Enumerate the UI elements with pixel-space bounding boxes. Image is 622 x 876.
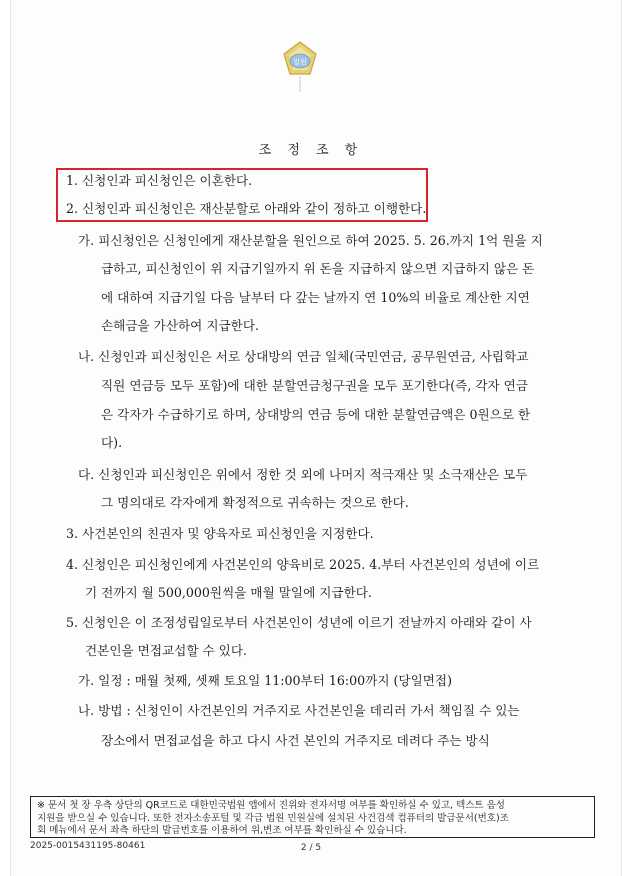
emblem-label: 법원 [293, 58, 307, 66]
clause-2-na-line: 은 각자가 수급하기로 하며, 상대방의 연금 등에 대한 분할연금액은 0원으로 한 [101, 407, 531, 422]
clause-2-na-line: 직원 연금등 모두 포함)에 대한 분할연금청구권을 모두 포기한다(즉, 각자 연금 [101, 378, 528, 393]
page-number: 2 / 5 [300, 843, 322, 853]
clause-4-line: 기 전까지 월 500,000원씩을 매월 말일에 지급한다. [85, 585, 372, 600]
verification-notice [30, 796, 595, 838]
clause-5-ga: 가. 일정 : 매월 첫째, 셋째 토요일 11:00부터 16:00까지 (당일면접) [78, 673, 453, 688]
clause-3: 3. 사건본인의 친권자 및 양육자로 피신청인을 지정한다. [66, 526, 374, 541]
issue-number: 2025-0015431195-80461 [30, 841, 146, 851]
clause-2-na-line: 다). [101, 435, 123, 450]
clause-5-na-line: 장소에서 면접교섭을 하고 다시 사건 본인의 거주지로 데려다 주는 방식 [101, 733, 490, 748]
clause-2-da-line: 다. 신청인과 피신청인은 위에서 정한 것 외에 나머지 적극재산 및 소극재산은 모두 [78, 467, 528, 482]
clause-5-line: 건본인을 면접교섭할 수 있다. [85, 643, 247, 658]
notice-line: 지원을 받으실 수 있습니다. 또한 전자소송포털 및 각급 법원 민원실에 설치된 사건검색 컴퓨터의 발급문서(번호)조 [37, 812, 509, 824]
clause-2-ga-line: 가. 피신청인은 신청인에게 재산분할을 원인으로 하여 2025. 5. 26.까지 1억 원을 지 [78, 233, 543, 248]
clause-2: 2. 신청인과 피신청인은 재산분할로 아래와 같이 정하고 이행한다. [66, 201, 427, 216]
notice-line: 회 메뉴에서 문서 좌측 하단의 발급번호를 이용하여 위,변조 여부를 확인하실 수 있습니다. [37, 825, 407, 836]
clause-1: 1. 신청인과 피신청인은 이혼한다. [66, 173, 253, 188]
court-emblem-icon [280, 40, 320, 96]
clause-5-na-line: 나. 방법 : 신청인이 사건본인의 거주지로 사건본인을 데리러 가서 책임질 수 있는 [78, 703, 520, 718]
clause-5-line: 5. 신청인은 이 조정성립일로부터 사건본인이 성년에 이르기 전날까지 아래와 같이 사 [66, 615, 532, 630]
clause-2-na-line: 나. 신청인과 피신청인은 서로 상대방의 연금 일체(국민연금, 공무원연금, 사립학교 [78, 349, 529, 364]
clause-2-ga-line: 급하고, 피신청인이 위 지급기일까지 위 돈을 지급하지 않으면 지급하지 않은 돈 [101, 261, 535, 276]
notice-line: ※ 문서 첫 장 우측 상단의 QR코드로 대한민국법원 앱에서 진위와 전자서명 여부를 확인하실 수 있고, 텍스트 음성 [37, 800, 505, 811]
clause-2-ga-line: 손해금을 가산하여 지급한다. [101, 318, 259, 333]
document-title: 조 정 조 항 [258, 143, 364, 158]
clause-2-ga-line: 에 대하여 지급기일 다음 날부터 다 갚는 날까지 연 10%의 비율로 계산한 지연 [101, 290, 530, 305]
clause-4-line: 4. 신청인은 피신청인에게 사건본인의 양육비로 2025. 4.부터 사건본인의 성년에 이르 [66, 557, 540, 572]
clause-2-da-line: 그 명의대로 각자에게 확정적으로 귀속하는 것으로 한다. [101, 495, 409, 510]
